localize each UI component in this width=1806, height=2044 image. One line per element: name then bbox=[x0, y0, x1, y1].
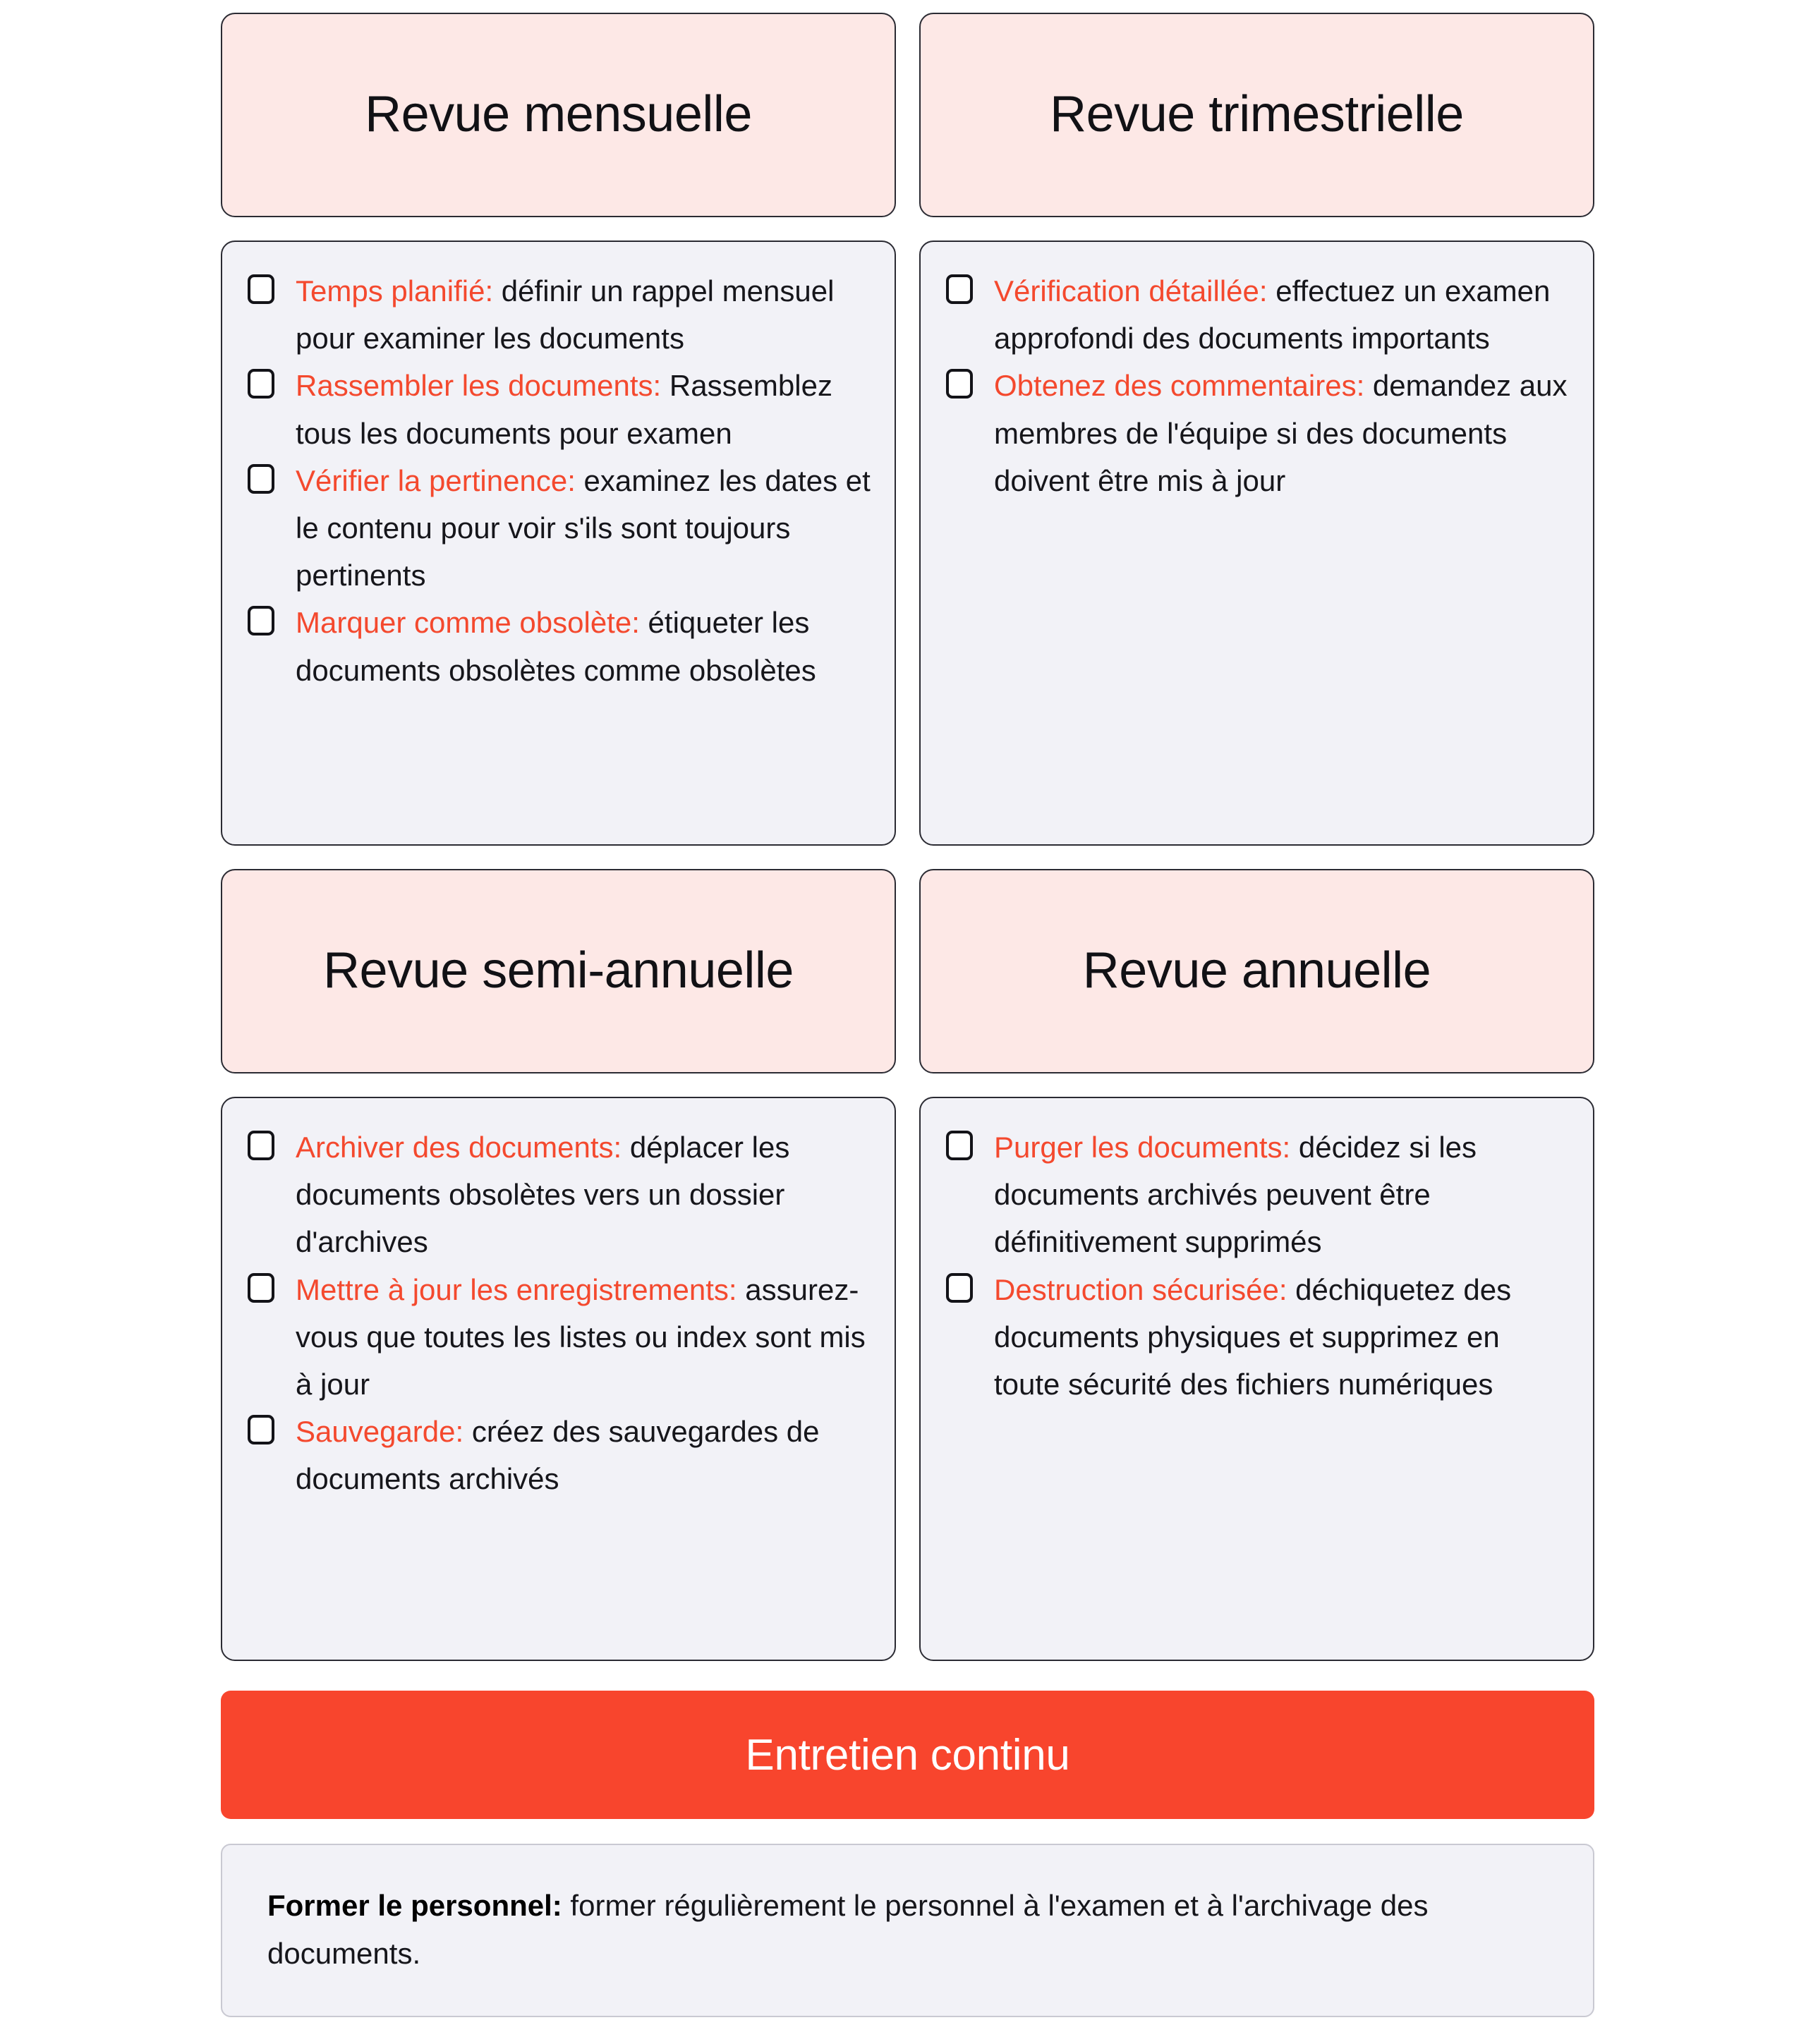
review-section-quarterly bbox=[919, 13, 1594, 869]
item-desc: effectuez un examen approfondi des documents importants bbox=[994, 274, 1551, 355]
item-term: Marquer comme obsolète: bbox=[296, 606, 640, 640]
checkbox-icon[interactable] bbox=[946, 369, 973, 399]
item-term: Obtenez des commentaires: bbox=[994, 369, 1365, 403]
section-title-semiannual: Revue semi-annuelle bbox=[323, 942, 794, 999]
item-term: Vérification détaillée: bbox=[994, 274, 1268, 308]
list-item[interactable] bbox=[248, 1124, 871, 1266]
item-term: Archiver des documents: bbox=[296, 1131, 622, 1164]
list-item[interactable] bbox=[946, 362, 1569, 504]
checkbox-icon[interactable] bbox=[248, 1415, 274, 1444]
section-header-semiannual bbox=[221, 869, 896, 1073]
list-item[interactable] bbox=[248, 1266, 871, 1409]
item-desc: décidez si les documents archivés peuvent être définitivement supprimés bbox=[994, 1131, 1477, 1259]
footer-note-card bbox=[221, 1844, 1594, 2017]
item-desc: assurez-vous que toutes les listes ou index sont mis à jour bbox=[296, 1272, 866, 1401]
checklist-semiannual bbox=[248, 1124, 871, 1503]
section-body-quarterly bbox=[919, 241, 1594, 846]
section-title-quarterly: Revue trimestrielle bbox=[1050, 86, 1464, 143]
item-desc: créez des sauvegardes de documents archivés bbox=[296, 1415, 820, 1496]
checkbox-icon[interactable] bbox=[946, 1273, 973, 1303]
section-title-monthly: Revue mensuelle bbox=[365, 86, 752, 143]
item-desc: demandez aux membres de l'équipe si des documents doivent être mis à jour bbox=[994, 369, 1568, 497]
item-term: Vérifier la pertinence: bbox=[296, 463, 576, 497]
section-body-monthly bbox=[221, 241, 896, 846]
review-grid-row-1 bbox=[221, 13, 1594, 869]
banner-title: Entretien continu bbox=[745, 1730, 1070, 1780]
item-term: Purger les documents: bbox=[994, 1131, 1291, 1164]
footer-note-text bbox=[267, 1882, 1548, 1978]
list-item[interactable] bbox=[248, 457, 871, 600]
item-term: Destruction sécurisée: bbox=[994, 1272, 1287, 1306]
item-desc: étiqueter les documents obsolètes comme obsolètes bbox=[296, 606, 816, 687]
section-header-annual bbox=[919, 869, 1594, 1073]
checkbox-icon[interactable] bbox=[248, 464, 274, 494]
checklist-monthly bbox=[248, 267, 871, 694]
item-desc: déchiquetez des documents physiques et supprimez en toute sécurité des fichiers numériques bbox=[994, 1272, 1512, 1401]
review-section-monthly bbox=[221, 13, 896, 869]
checkbox-icon[interactable] bbox=[248, 274, 274, 304]
section-title-annual: Revue annuelle bbox=[1082, 942, 1431, 999]
footer-note-desc: former régulièrement le personnel à l'examen et à l'archivage des documents. bbox=[267, 1889, 1429, 1971]
section-header-monthly bbox=[221, 13, 896, 217]
ongoing-maintenance-banner bbox=[221, 1691, 1594, 1819]
list-item[interactable] bbox=[248, 362, 871, 456]
item-term: Temps planifié: bbox=[296, 274, 494, 308]
checkbox-icon[interactable] bbox=[946, 1131, 973, 1160]
review-section-semiannual bbox=[221, 869, 896, 1684]
item-desc: examinez les dates et le contenu pour voir s'ils sont toujours pertinents bbox=[296, 463, 871, 592]
checklist-annual bbox=[946, 1124, 1569, 1408]
list-item[interactable] bbox=[946, 267, 1569, 362]
item-desc: définir un rappel mensuel pour examiner les documents bbox=[296, 274, 835, 355]
list-item[interactable] bbox=[248, 1408, 871, 1502]
item-desc: Rassemblez tous les documents pour examen bbox=[296, 369, 832, 450]
section-body-annual bbox=[919, 1097, 1594, 1661]
list-item[interactable] bbox=[946, 1266, 1569, 1409]
item-term: Sauvegarde: bbox=[296, 1415, 464, 1449]
checklist-quarterly bbox=[946, 267, 1569, 504]
review-section-annual bbox=[919, 869, 1594, 1684]
review-grid-row-2 bbox=[221, 869, 1594, 1684]
checkbox-icon[interactable] bbox=[248, 369, 274, 399]
checkbox-icon[interactable] bbox=[248, 1131, 274, 1160]
checkbox-icon[interactable] bbox=[946, 274, 973, 304]
section-header-quarterly bbox=[919, 13, 1594, 217]
section-body-semiannual bbox=[221, 1097, 896, 1661]
footer-note-term: Former le personnel: bbox=[267, 1889, 562, 1922]
item-term: Rassembler les documents: bbox=[296, 369, 662, 403]
list-item[interactable] bbox=[248, 267, 871, 362]
checkbox-icon[interactable] bbox=[248, 1273, 274, 1303]
item-desc: déplacer les documents obsolètes vers un dossier d'archives bbox=[296, 1131, 790, 1259]
list-item[interactable] bbox=[248, 599, 871, 693]
checkbox-icon[interactable] bbox=[248, 606, 274, 635]
list-item[interactable] bbox=[946, 1124, 1569, 1266]
item-term: Mettre à jour les enregistrements: bbox=[296, 1272, 737, 1306]
